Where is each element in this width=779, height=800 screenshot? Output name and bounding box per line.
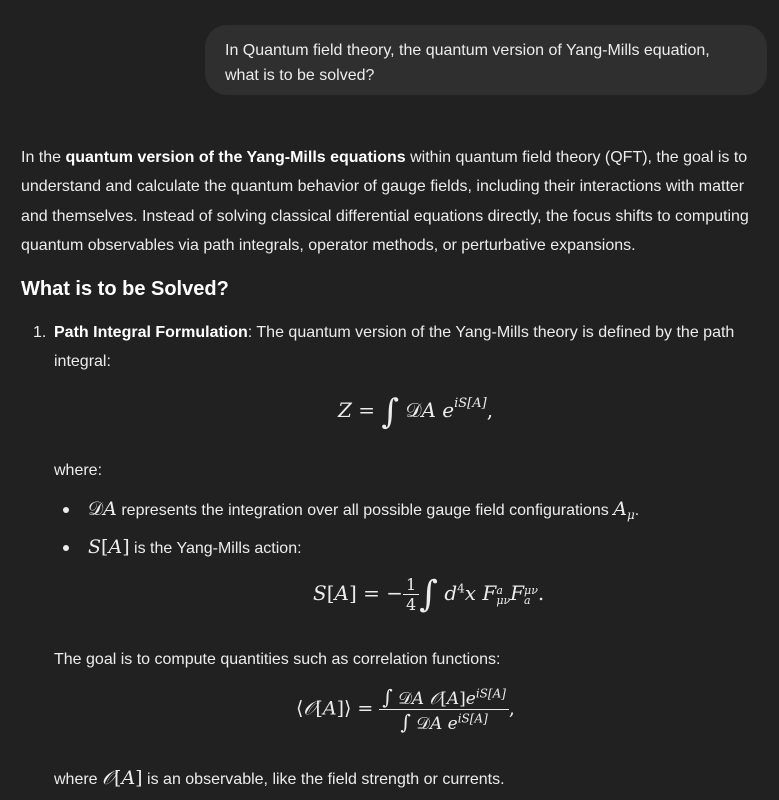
user-message-text: In Quantum field theory, the quantum version of Yang-Mills equation, what is to be solved?: [225, 42, 710, 84]
equation-yang-mills-action: S[A] = − $\frac{1}{4}$ ∫ $d^4x$ F a μν F μν a .: [313, 574, 545, 615]
list-number: 1.: [33, 324, 47, 341]
user-message-bubble: [205, 25, 767, 95]
bullet-measure: 𝒟A represents the integration over all possible gauge field configurations $A_\mu$.: [88, 498, 640, 523]
goal-text: The goal is to compute quantities such as correlation functions:: [54, 651, 501, 668]
intro-paragraph: [21, 143, 761, 261]
where-observable: where 𝒪[A] is an observable, like the field strength or currents.: [54, 767, 505, 789]
intro-text-rest: within quantum field theory (QFT), the goal is to understand and calculate the quantum behavior of gauge fields, including their interactions with matter and themselves. Instead of solving classical differential equations directly, the focus shifts to computing quantum observables via path integrals, operator methods, or perturbative expansions.: [21, 149, 749, 255]
list-item-text: : The quantum version of the Yang-Mills theory is defined by the path integral:: [54, 324, 735, 370]
bullet-action: S[A] is the Yang-Mills action:: [88, 536, 302, 558]
section-heading: What is to be Solved?: [21, 278, 229, 300]
where-obs-suffix: is an observable, like the field strength or currents.: [142, 771, 505, 788]
where-label: where:: [54, 462, 103, 479]
intro-bold: quantum version of the Yang-Mills equations: [65, 149, 406, 166]
equation-correlation-function: ⟨𝒪[A]⟩ = $\frac{\int 𝒟A 𝒪[A]e^{iS[A]}}{\int 𝒟A e^{iS[A]}}$ ,: [296, 685, 515, 734]
bullet-dot: [63, 545, 69, 551]
bullet-measure-text: represents the integration over all possible gauge field configurations: [116, 502, 614, 519]
where-obs-prefix: where: [54, 771, 103, 788]
bullet-action-text: is the Yang-Mills action:: [129, 540, 302, 557]
intro-text-start: In the: [21, 149, 66, 166]
list-item-path-integral: [33, 318, 763, 376]
equation-partition-function: Z = ∫ 𝒟A $e^{iS[A]}$,: [338, 392, 494, 432]
bullet-dot: [63, 507, 69, 513]
list-item-bold: Path Integral Formulation: [54, 324, 248, 341]
